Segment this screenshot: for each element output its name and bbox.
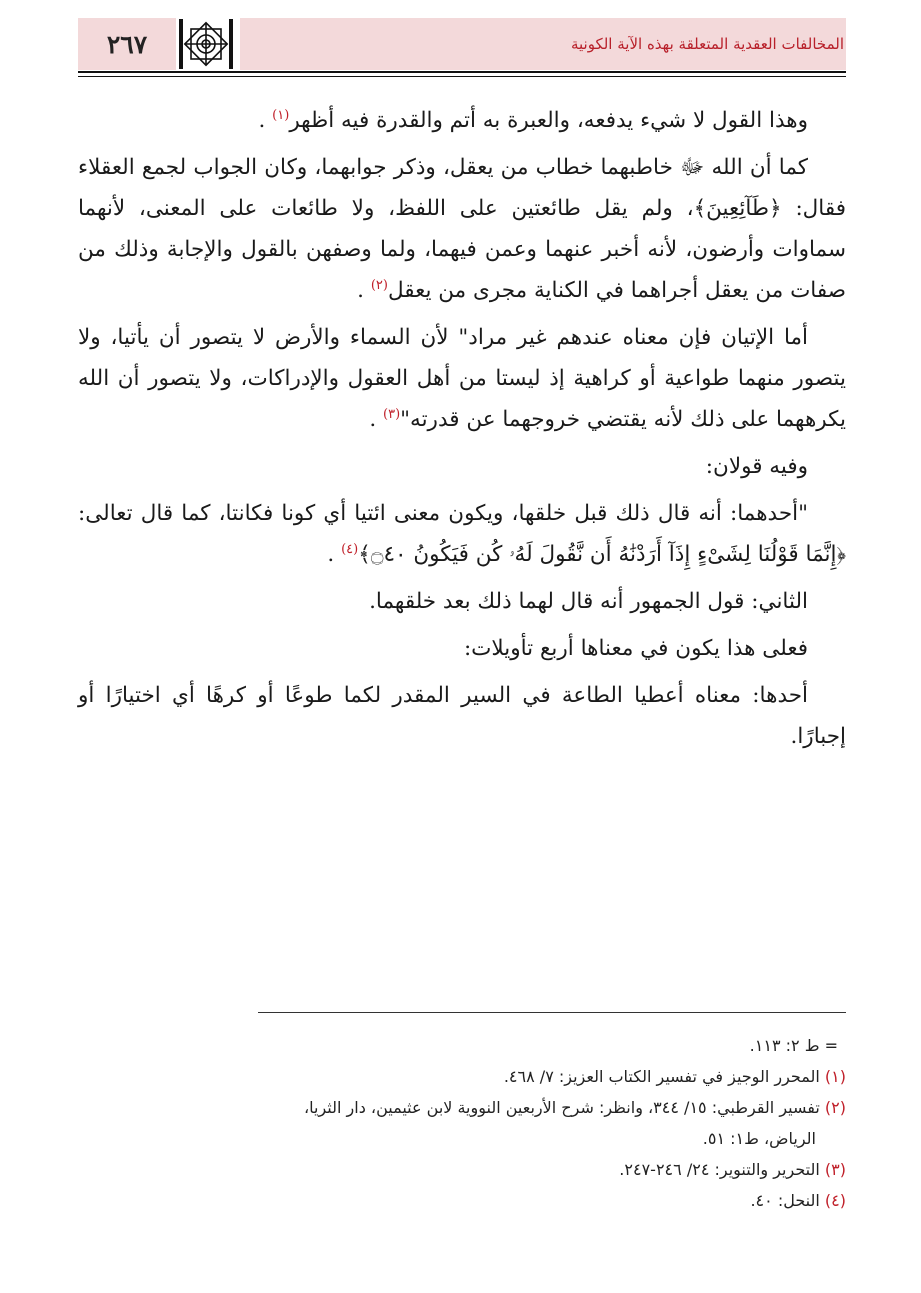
header-rule: [78, 71, 846, 73]
footnote-ref: (٤): [341, 541, 359, 557]
footnote-number: (٢): [824, 1098, 846, 1117]
footnotes: [78, 1030, 846, 1216]
quran-quote: ﴿إِنَّمَا قَوْلُنَا لِشَىْءٍ إِذَآ أَرَدْنَٰهُ أَن نَّقُولَ لَهُۥ كُن فَيَكُونُ ۝٤٠﴾: [358, 542, 846, 567]
footnote-continuation: = ط ٢: ١١٣.: [749, 1036, 838, 1055]
footnote-separator: [258, 1012, 846, 1013]
paragraph: [78, 317, 846, 440]
footnote: [78, 1092, 846, 1123]
paragraph-text: كما أن الله ﷻ خاطبهما خطاب من يعقل، وذكر جوابهما، وكان الجواب لجمع العقلاء فقال:: [78, 155, 847, 221]
paragraph-text: "أحدهما: أنه قال ذلك قبل خلقها، ويكون معنى ائتيا أي كونا فكانتا، كما قال تعالى:: [78, 501, 808, 526]
footnote-ref: (٣): [383, 406, 401, 422]
footnote-number: (٣): [824, 1160, 846, 1179]
period: .: [258, 108, 266, 133]
paragraph: وفيه قولان:: [705, 454, 808, 479]
paragraph-text: وهذا القول لا شيء يدفعه، والعبرة به أتم والقدرة فيه أظهر: [289, 108, 808, 133]
quran-quote: ﴿طَآئِعِينَ﴾: [693, 196, 782, 221]
footnote-text: المحرر الوجيز في تفسير الكتاب العزيز: ٧/ ٤٦٨.: [503, 1067, 820, 1086]
page-number: ٢٦٧: [78, 18, 176, 70]
period: .: [357, 278, 364, 303]
footnote-continued-line: الرياض، ط١: ٥١.: [702, 1129, 816, 1148]
period: .: [327, 542, 335, 567]
footnote-ref: (١): [272, 107, 290, 123]
paragraph: الثاني: قول الجمهور أنه قال لهما ذلك بعد خلقهما.: [369, 589, 808, 614]
footnote-ref: (٢): [370, 277, 388, 293]
paragraph-text: أما الإتيان فإن معناه عندهم غير مراد" لأن السماء والأرض لا يتصور أن يأتيا، ولا يتصور منهما طواعية أو كراهية إذ ليستا من أهل العقول والإدراكات، ولا يتصور أن الله يكرههما على ذلك لأنه يقتضي خروجهما عن قدرته": [78, 325, 846, 432]
page-header: [78, 18, 846, 74]
footnote-text: التحرير والتنوير: ٢٤/ ٢٤٦-٢٤٧.: [619, 1160, 820, 1179]
header-rule-thin: [78, 76, 846, 77]
footnote-text: النحل: ٤٠.: [750, 1191, 820, 1210]
running-title: المخالفات العقدية المتعلقة بهذه الآية الكونية: [240, 18, 846, 70]
period: .: [369, 407, 377, 432]
paragraph: [78, 493, 846, 575]
paragraph: فعلى هذا يكون في معناها أربع تأويلات:: [463, 636, 808, 661]
paragraph-text: ، ولم يقل طائعتين على اللفظ، ولا طائعات على المعنى، لأنهما سماوات وأرضون، لأنه أخبر عنهما وعمن فيهما، ولما وصفهن بالقول والإجابة وذلك من صفات من يعقل أجراهما في الكناية مجرى من يعقل: [78, 196, 846, 303]
footnote: [78, 1154, 846, 1185]
footnote-number: (١): [824, 1067, 846, 1086]
footnote-number: (٤): [824, 1191, 846, 1210]
footnote: [78, 1185, 846, 1216]
footnote-text: تفسير القرطبي: ١٥/ ٣٤٤، وانظر: شرح الأربعين النووية لابن عثيمين، دار الثريا،: [303, 1098, 820, 1117]
footnote: [78, 1061, 846, 1092]
paragraph: [78, 100, 846, 141]
main-text: [78, 100, 846, 763]
paragraph: [78, 147, 846, 311]
geometric-star-ornament-icon: [178, 18, 234, 70]
paragraph: أحدها: معناه أعطيا الطاعة في السير المقدر لكما طوعًا أو كرهًا أي اختيارًا أو إجبارًا.: [78, 683, 846, 749]
